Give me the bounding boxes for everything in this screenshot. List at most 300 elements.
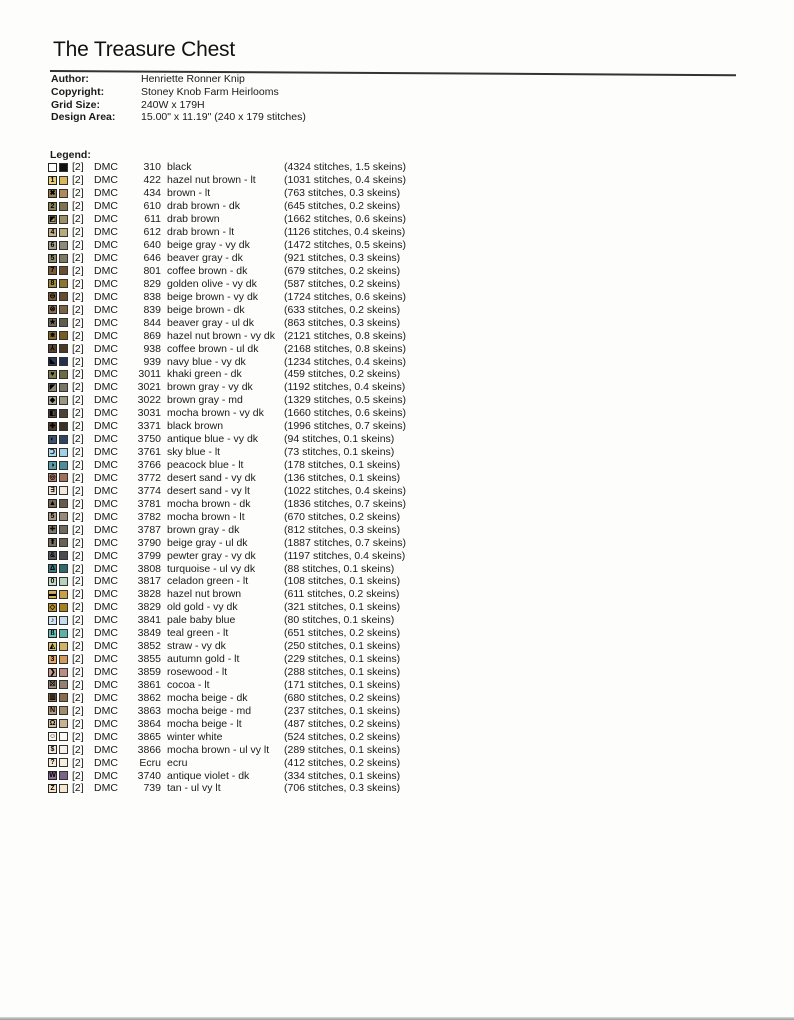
thread-brand: DMC [94, 303, 118, 316]
stitch-count: (459 stitches, 0.2 skeins) [284, 368, 401, 381]
stitch-symbol-icon: Ↄ [48, 448, 57, 457]
thread-number: 3863 [137, 704, 161, 717]
legend-row [48, 368, 406, 381]
color-swatch [59, 629, 68, 638]
color-name: brown gray - vy dk [167, 381, 253, 394]
color-swatch [59, 577, 68, 586]
legend-row [48, 472, 406, 485]
thread-number: 434 [143, 187, 161, 200]
legend-row [48, 226, 406, 239]
thread-number: 3859 [137, 666, 161, 679]
color-swatch [59, 512, 68, 521]
color-name: beige brown - vy dk [167, 290, 259, 303]
strand-count: [2] [72, 355, 84, 368]
thread-brand: DMC [94, 730, 118, 743]
legend-row [48, 355, 406, 368]
color-swatch [59, 370, 68, 379]
stitch-count: (863 stitches, 0.3 skeins) [284, 316, 401, 329]
color-name: drab brown - lt [167, 226, 235, 239]
strand-count: [2] [72, 743, 84, 756]
stitch-symbol-icon: ◐ [48, 435, 57, 444]
info-value: Stoney Knob Farm Heirlooms [141, 85, 279, 98]
thread-number: Ecru [139, 756, 161, 769]
color-name: tan - ul vy lt [167, 782, 221, 795]
thread-number: 3790 [137, 536, 161, 549]
pattern-title: The Treasure Chest [53, 38, 235, 61]
color-name: straw - vy dk [167, 640, 226, 653]
thread-number: 3841 [137, 614, 161, 627]
color-swatch [59, 745, 68, 754]
color-swatch [59, 254, 68, 263]
legend-row [48, 252, 406, 265]
strand-count: [2] [72, 446, 84, 459]
stitch-count: (289 stitches, 0.1 skeins) [284, 743, 401, 756]
stitch-count: (1126 stitches, 0.4 skeins) [284, 226, 406, 239]
color-swatch [59, 693, 68, 702]
stitch-count: (412 stitches, 0.2 skeins) [284, 756, 401, 769]
stitch-symbol-icon: ◆ [49, 396, 56, 404]
thread-brand: DMC [94, 471, 118, 484]
stitch-count: (1662 stitches, 0.6 skeins) [284, 213, 406, 226]
stitch-symbol-icon: 1 [48, 176, 57, 185]
color-name: autumn gold - lt [167, 653, 240, 666]
stitch-symbol-icon: 3 [48, 655, 57, 664]
thread-brand: DMC [94, 161, 118, 174]
legend-row [48, 303, 406, 316]
color-swatch [59, 448, 68, 457]
thread-number: 869 [143, 329, 161, 342]
thread-number: 3817 [137, 575, 161, 588]
color-swatch [59, 396, 68, 405]
stitch-symbol-icon: 5 [48, 512, 57, 521]
color-name: drab brown - dk [167, 200, 240, 213]
strand-count: [2] [72, 433, 84, 446]
thread-number: 739 [143, 782, 161, 795]
color-name: teal green - lt [167, 627, 229, 640]
stitch-count: (763 stitches, 0.3 skeins) [284, 187, 401, 200]
legend-row [48, 161, 406, 174]
legend-row [48, 640, 406, 653]
thread-number: 3852 [137, 640, 161, 653]
strand-count: [2] [72, 161, 84, 174]
legend-row [48, 446, 406, 459]
thread-brand: DMC [94, 678, 118, 691]
legend-row [48, 653, 406, 666]
color-name: mocha brown - ul vy lt [167, 743, 270, 756]
stitch-count: (2121 stitches, 0.8 skeins) [284, 329, 406, 342]
color-swatch [59, 163, 68, 172]
legend-row [48, 497, 406, 510]
strand-count: [2] [72, 213, 84, 226]
thread-number: 3787 [137, 523, 161, 536]
stitch-symbol-icon: ◤ [49, 383, 56, 391]
stitch-symbol-icon: ❯ [49, 668, 56, 676]
color-name: beaver gray - ul dk [167, 316, 254, 329]
strand-count: [2] [72, 303, 84, 316]
thread-number: 844 [143, 316, 161, 329]
legend-row [48, 614, 406, 627]
thread-brand: DMC [94, 549, 118, 562]
stitch-symbol-icon [48, 163, 57, 172]
color-swatch [59, 189, 68, 198]
stitch-symbol-icon: ⬆ [49, 539, 56, 547]
strand-count: [2] [72, 368, 84, 381]
legend-row [48, 769, 406, 782]
thread-number: 3864 [137, 717, 161, 730]
strand-count: [2] [72, 226, 84, 239]
thread-brand: DMC [94, 381, 118, 394]
legend-row [48, 329, 406, 342]
strand-count: [2] [72, 459, 84, 472]
info-row-author [51, 73, 306, 86]
strand-count: [2] [72, 769, 84, 782]
stitch-count: (171 stitches, 0.1 skeins) [284, 678, 401, 691]
stitch-symbol-icon: ⊖ [49, 293, 56, 301]
stitch-symbol-icon: ⋇ [49, 332, 56, 340]
stitch-count: (1329 stitches, 0.5 skeins) [284, 394, 406, 407]
color-swatch [59, 435, 68, 444]
thread-brand: DMC [94, 588, 118, 601]
color-name: desert sand - vy dk [167, 471, 256, 484]
stitch-symbol-icon: $ [48, 745, 57, 754]
stitch-count: (288 stitches, 0.1 skeins) [284, 666, 401, 679]
thread-brand: DMC [94, 368, 118, 381]
info-label: Grid Size: [51, 98, 101, 111]
strand-count: [2] [72, 420, 84, 433]
color-name: antique violet - dk [167, 769, 250, 782]
info-label: Copyright: [51, 85, 105, 98]
thread-brand: DMC [94, 174, 118, 187]
stitch-symbol-icon: ▬ [49, 590, 56, 598]
thread-brand: DMC [94, 316, 118, 329]
legend-row [48, 523, 406, 536]
stitch-symbol-icon: ß [48, 629, 57, 638]
stitch-count: (670 stitches, 0.2 skeins) [284, 510, 401, 523]
strand-count: [2] [72, 329, 84, 342]
legend-row [48, 433, 406, 446]
legend-row [48, 756, 406, 769]
thread-number: 612 [143, 226, 161, 239]
legend-row [48, 782, 406, 795]
stitch-count: (921 stitches, 0.3 skeins) [284, 252, 401, 265]
stitch-symbol-icon: ⁜ [49, 526, 56, 534]
legend-row [48, 407, 406, 420]
legend-row [48, 730, 406, 743]
legend-row [48, 536, 406, 549]
strand-count: [2] [72, 200, 84, 213]
thread-number: 3865 [137, 730, 161, 743]
stitch-symbol-icon: N [49, 707, 56, 715]
thread-number: 3022 [137, 394, 161, 407]
color-name: brown - lt [167, 187, 211, 200]
thread-number: 640 [143, 239, 161, 252]
stitch-symbol-icon: ◣ [49, 358, 56, 366]
color-name: mocha beige - dk [167, 691, 248, 704]
stitch-count: (1724 stitches, 0.6 skeins) [284, 290, 406, 303]
info-value: 15.00" x 11.19" (240 x 179 stitches) [141, 111, 306, 124]
color-name: drab brown [167, 213, 220, 226]
color-name: mocha beige - md [167, 704, 252, 717]
thread-brand: DMC [94, 459, 118, 472]
color-name: coffee brown - ul dk [167, 342, 259, 355]
stitch-count: (487 stitches, 0.2 skeins) [284, 717, 401, 730]
thread-number: 3861 [137, 678, 161, 691]
strand-count: [2] [72, 627, 84, 640]
thread-number: 938 [143, 342, 161, 355]
thread-brand: DMC [94, 691, 118, 704]
stitch-count: (1472 stitches, 0.5 skeins) [284, 239, 406, 252]
color-swatch [59, 603, 68, 612]
color-swatch [59, 784, 68, 793]
thread-brand: DMC [94, 329, 118, 342]
color-swatch [59, 771, 68, 780]
thread-brand: DMC [94, 653, 118, 666]
color-name: mocha brown - vy dk [167, 407, 264, 420]
thread-brand: DMC [94, 575, 118, 588]
strand-count: [2] [72, 187, 84, 200]
thread-number: 839 [143, 303, 161, 316]
legend-row [48, 627, 406, 640]
stitch-symbol-icon: ✚ [49, 422, 56, 430]
thread-brand: DMC [94, 562, 118, 575]
legend-row [48, 575, 406, 588]
thread-brand: DMC [94, 536, 118, 549]
strand-count: [2] [72, 730, 84, 743]
stitch-count: (1022 stitches, 0.4 skeins) [284, 484, 406, 497]
strand-count: [2] [72, 523, 84, 536]
stitch-symbol-icon: ∃ [48, 486, 57, 495]
thread-brand: DMC [94, 640, 118, 653]
thread-number: 3866 [137, 743, 161, 756]
thread-brand: DMC [94, 601, 118, 614]
legend-row [48, 717, 406, 730]
color-name: peacock blue - lt [167, 459, 244, 472]
color-name: turquoise - ul vy dk [167, 562, 256, 575]
stitch-count: (73 stitches, 0.1 skeins) [284, 446, 395, 459]
strand-count: [2] [72, 264, 84, 277]
stitch-count: (94 stitches, 0.1 skeins) [284, 433, 395, 446]
stitch-count: (1197 stitches, 0.4 skeins) [284, 549, 406, 562]
legend-row [48, 342, 406, 355]
legend-row [48, 316, 406, 329]
stitch-count: (88 stitches, 0.1 skeins) [284, 562, 395, 575]
color-name: pale baby blue [167, 614, 236, 627]
stitch-count: (1234 stitches, 0.4 skeins) [284, 355, 406, 368]
thread-brand: DMC [94, 187, 118, 200]
strand-count: [2] [72, 536, 84, 549]
thread-brand: DMC [94, 769, 118, 782]
legend-row [48, 601, 406, 614]
color-swatch [59, 357, 68, 366]
thread-number: 3862 [137, 691, 161, 704]
legend-row [48, 549, 406, 562]
stitch-count: (334 stitches, 0.1 skeins) [284, 769, 401, 782]
thread-number: 939 [143, 355, 161, 368]
stitch-symbol-icon: ◎ [49, 474, 56, 482]
strand-count: [2] [72, 484, 84, 497]
color-swatch [59, 176, 68, 185]
thread-number: 3855 [137, 653, 161, 666]
stitch-symbol-icon: Z [48, 784, 57, 793]
info-row-copyright [51, 86, 306, 99]
stitch-count: (80 stitches, 0.1 skeins) [284, 614, 395, 627]
stitch-symbol-icon: ♥ [48, 370, 57, 379]
thread-number: 3740 [137, 769, 161, 782]
stitch-count: (812 stitches, 0.3 skeins) [284, 523, 401, 536]
stitch-symbol-icon: Ω [49, 720, 56, 728]
color-name: pewter gray - vy dk [167, 549, 256, 562]
thread-number: 3782 [137, 510, 161, 523]
strand-count: [2] [72, 575, 84, 588]
color-name: beige gray - vy dk [167, 239, 250, 252]
color-name: black [167, 161, 192, 174]
stitch-symbol-icon: 4 [48, 228, 57, 237]
stitch-symbol-icon: 5 [48, 254, 57, 263]
stitch-count: (679 stitches, 0.2 skeins) [284, 264, 401, 277]
legend-row [48, 381, 406, 394]
color-swatch [59, 473, 68, 482]
thread-brand: DMC [94, 666, 118, 679]
thread-number: 3021 [137, 381, 161, 394]
thread-brand: DMC [94, 743, 118, 756]
strand-count: [2] [72, 407, 84, 420]
stitch-count: (178 stitches, 0.1 skeins) [284, 459, 401, 472]
color-name: hazel nut brown - vy dk [167, 329, 275, 342]
stitch-count: (250 stitches, 0.1 skeins) [284, 640, 401, 653]
stitch-symbol-icon: ✖ [49, 189, 56, 197]
color-name: mocha brown - dk [167, 497, 251, 510]
thread-brand: DMC [94, 264, 118, 277]
thread-brand: DMC [94, 614, 118, 627]
stitch-symbol-icon: ◧ [49, 409, 56, 417]
color-name: beige gray - ul dk [167, 536, 248, 549]
color-swatch [59, 564, 68, 573]
color-name: mocha brown - lt [167, 510, 245, 523]
legend-row [48, 510, 406, 523]
color-swatch [59, 344, 68, 353]
color-name: hazel nut brown - lt [167, 174, 256, 187]
color-swatch [59, 461, 68, 470]
strand-count: [2] [72, 691, 84, 704]
color-name: winter white [167, 730, 223, 743]
stitch-count: (680 stitches, 0.2 skeins) [284, 691, 401, 704]
color-swatch [59, 499, 68, 508]
color-swatch [59, 551, 68, 560]
strand-count: [2] [72, 717, 84, 730]
color-name: old gold - vy dk [167, 601, 238, 614]
legend-row [48, 265, 406, 278]
stitch-count: (1031 stitches, 0.4 skeins) [284, 174, 406, 187]
strand-count: [2] [72, 666, 84, 679]
stitch-symbol-icon: ◩ [49, 215, 56, 223]
stitch-symbol-icon: ◇ [49, 603, 56, 611]
thread-number: 310 [143, 161, 161, 174]
thread-brand: DMC [94, 704, 118, 717]
color-swatch [59, 642, 68, 651]
color-name: black brown [167, 420, 224, 433]
color-name: golden olive - vy dk [167, 277, 257, 290]
strand-count: [2] [72, 782, 84, 795]
color-name: brown gray - md [167, 394, 243, 407]
thread-number: 3031 [137, 407, 161, 420]
color-name: desert sand - vy lt [167, 484, 250, 497]
thread-brand: DMC [94, 277, 118, 290]
thread-brand: DMC [94, 252, 118, 265]
strand-count: [2] [72, 290, 84, 303]
color-swatch [59, 305, 68, 314]
color-name: ecru [167, 756, 188, 769]
stitch-count: (633 stitches, 0.2 skeins) [284, 303, 401, 316]
stitch-count: (1192 stitches, 0.4 skeins) [284, 381, 406, 394]
thread-brand: DMC [94, 523, 118, 536]
info-row-design-area [51, 111, 306, 124]
strand-count: [2] [72, 756, 84, 769]
legend-row [48, 459, 406, 472]
thread-number: 3829 [137, 601, 161, 614]
thread-brand: DMC [94, 226, 118, 239]
thread-number: 3781 [137, 497, 161, 510]
legend-row [48, 290, 406, 303]
color-swatch [59, 331, 68, 340]
stitch-symbol-icon: ★ [49, 319, 56, 327]
color-swatch [59, 241, 68, 250]
thread-number: 801 [143, 264, 161, 277]
thread-brand: DMC [94, 510, 118, 523]
strand-count: [2] [72, 252, 84, 265]
thread-number: 3774 [137, 484, 161, 497]
stitch-symbol-icon: ☒ [49, 681, 56, 689]
stitch-symbol-icon: ◭ [49, 642, 56, 650]
strand-count: [2] [72, 640, 84, 653]
stitch-symbol-icon: 0 [48, 577, 57, 586]
thread-brand: DMC [94, 290, 118, 303]
stitch-count: (237 stitches, 0.1 skeins) [284, 704, 401, 717]
thread-brand: DMC [94, 782, 118, 795]
color-name: celadon green - lt [167, 575, 249, 588]
color-swatch [59, 616, 68, 625]
legend-row [48, 394, 406, 407]
legend-row [48, 704, 406, 717]
color-name: sky blue - lt [167, 446, 221, 459]
legend-row [48, 691, 406, 704]
thread-number: 3799 [137, 549, 161, 562]
color-swatch [59, 655, 68, 664]
color-swatch [59, 266, 68, 275]
legend-row [48, 239, 406, 252]
thread-number: 3828 [137, 588, 161, 601]
color-swatch [59, 292, 68, 301]
stitch-symbol-icon: W [49, 772, 56, 780]
thread-brand: DMC [94, 446, 118, 459]
stitch-symbol-icon: & [49, 552, 56, 560]
thread-brand: DMC [94, 717, 118, 730]
thread-brand: DMC [94, 394, 118, 407]
thread-brand: DMC [94, 433, 118, 446]
thread-number: 3849 [137, 627, 161, 640]
stitch-count: (651 stitches, 0.2 skeins) [284, 627, 401, 640]
color-swatch [59, 228, 68, 237]
pattern-info [51, 73, 306, 124]
color-name: cocoa - lt [167, 678, 210, 691]
thread-brand: DMC [94, 484, 118, 497]
stitch-symbol-icon: ♪ [48, 616, 57, 625]
stitch-count: (108 stitches, 0.1 skeins) [284, 575, 401, 588]
stitch-count: (645 stitches, 0.2 skeins) [284, 200, 401, 213]
color-name: rosewood - lt [167, 666, 228, 679]
info-value: 240W x 179H [141, 98, 205, 111]
color-swatch [59, 525, 68, 534]
color-swatch [59, 318, 68, 327]
